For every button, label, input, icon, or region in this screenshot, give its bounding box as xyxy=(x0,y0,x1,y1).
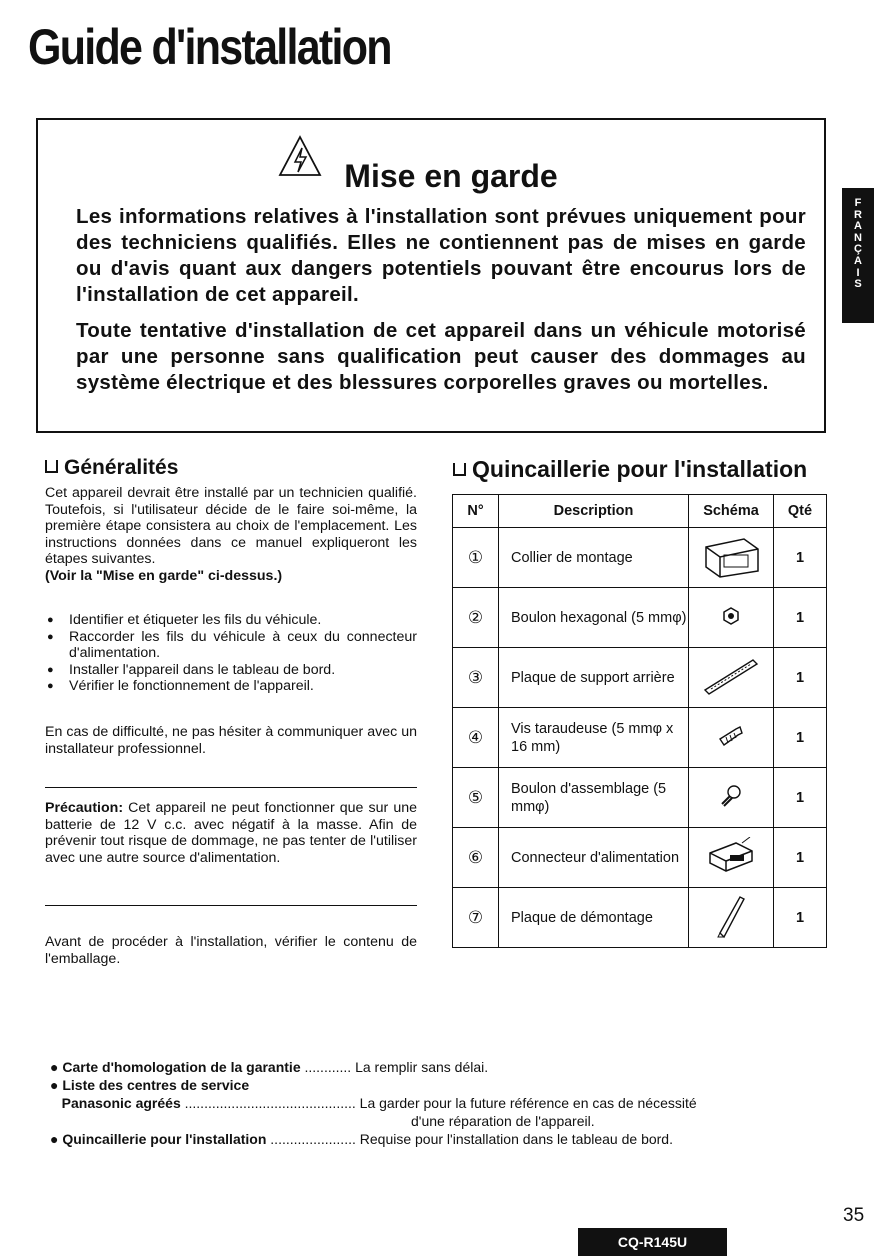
column-header: Description xyxy=(499,495,689,528)
leader-dots: ............ xyxy=(300,1059,356,1075)
hex-bolt-icon xyxy=(689,588,774,648)
item-value: La remplir sans délai. xyxy=(355,1059,489,1075)
item-description: Boulon d'assemblage (5 mmφ) xyxy=(499,768,689,828)
item-number: ① xyxy=(453,528,499,588)
item-description: Boulon hexagonal (5 mmφ) xyxy=(499,588,689,648)
before-text: Avant de procéder à l'installation, vérifier le contenu de l'emballage. xyxy=(45,934,417,967)
item-quantity: 1 xyxy=(774,588,827,648)
list-item: ● Raccorder les fils du véhicule à ceux du connecteur d'alimentation. xyxy=(45,629,417,662)
table-row xyxy=(453,708,827,768)
list-item: ● Installer l'appareil dans le tableau de bord. xyxy=(45,662,417,679)
item-description: Connecteur d'alimentation xyxy=(499,828,689,888)
item-number: ③ xyxy=(453,648,499,708)
caution-body: Cet appareil ne peut fonctionner que sur une batterie de 12 V c.c. avec négatif à la masse. Afin de prévenir tout risque de dommage, ne pas tenter de l'utiliser avec une autre source d'alimentation. xyxy=(45,800,417,866)
column-header: Schéma xyxy=(689,495,774,528)
warning-title: Mise en garde xyxy=(344,158,558,194)
power-connector-icon xyxy=(689,828,774,888)
checkbox-icon xyxy=(45,460,58,473)
general-intro xyxy=(45,485,417,584)
item-description: Plaque de support arrière xyxy=(499,648,689,708)
caution-label: Précaution: xyxy=(45,800,124,816)
item-quantity: 1 xyxy=(774,648,827,708)
rear-support-strap-icon xyxy=(689,648,774,708)
page-number: 35 xyxy=(843,1205,865,1226)
mounting-bolt-icon xyxy=(689,768,774,828)
table-row xyxy=(453,828,827,888)
general-heading xyxy=(45,456,178,480)
item-label: Quincaillerie pour l'installation xyxy=(62,1131,267,1147)
tab-letter: R xyxy=(854,208,862,221)
item-quantity: 1 xyxy=(774,768,827,828)
item-value: Requise pour l'installation dans le tableau de bord. xyxy=(359,1131,673,1147)
list-item: ● Carte d'homologation de la garantie ............ La remplir sans délai. xyxy=(50,1059,489,1075)
removal-plate-icon xyxy=(689,888,774,948)
tapping-screw-icon xyxy=(689,708,774,768)
language-tab xyxy=(842,188,874,323)
tab-letter: A xyxy=(854,220,862,233)
tab-letter: Ç xyxy=(854,243,862,256)
table-row xyxy=(453,888,827,948)
item-number: ⑦ xyxy=(453,888,499,948)
item-description: Vis taraudeuse (5 mmφ x 16 mm) xyxy=(499,708,689,768)
item-quantity: 1 xyxy=(774,828,827,888)
column-header: Qté xyxy=(774,495,827,528)
item-label: Liste des centres de service xyxy=(62,1077,250,1093)
leader-dots: ............................................ xyxy=(180,1095,360,1111)
item-quantity: 1 xyxy=(774,888,827,948)
item-number: ④ xyxy=(453,708,499,768)
table-row xyxy=(453,648,827,708)
page-title: Guide d'installation xyxy=(28,19,391,75)
checkbox-icon xyxy=(453,463,466,476)
tab-letter: A xyxy=(854,254,862,267)
general-heading-text: Généralités xyxy=(64,456,179,479)
item-number: ⑤ xyxy=(453,768,499,828)
column-header: N° xyxy=(453,495,499,528)
item-quantity: 1 xyxy=(774,708,827,768)
intro-text: Cet appareil devrait être installé par un technicien qualifié. Toutefois, si l'utilisateur décide de le faire soi-même, la première étape consistera au choix de l'emplacement. Les instructions données dans ce manuel expliqueront les étapes suivantes. xyxy=(45,485,417,567)
item-number: ② xyxy=(453,588,499,648)
list-item: ● Vérifier le fonctionnement de l'appareil. xyxy=(45,678,417,695)
hardware-heading-text: Quincaillerie pour l'installation xyxy=(472,456,808,482)
tab-letter: S xyxy=(854,278,862,291)
mounting-collar-icon xyxy=(689,528,774,588)
leader-dots: ...................... xyxy=(266,1131,360,1147)
warning-paragraph-2: Toute tentative d'installation de cet appareil dans un véhicule motorisé par une personne sans qualification peut causer des dommages au système électrique et des blessures corporelles graves ou mortelles. xyxy=(76,319,806,394)
item-description: Collier de montage xyxy=(499,528,689,588)
item-number: ⑥ xyxy=(453,828,499,888)
help-text: En cas de difficulté, ne pas hésiter à communiquer avec un installateur professionnel. xyxy=(45,724,417,757)
package-contents-list xyxy=(50,1058,830,1148)
model-label: CQ-R145U xyxy=(578,1228,727,1256)
divider xyxy=(45,787,417,788)
list-item: ● Identifier et étiqueter les fils du véhicule. xyxy=(45,612,417,629)
hardware-table xyxy=(452,494,827,948)
caution-text xyxy=(45,800,417,866)
item-quantity: 1 xyxy=(774,528,827,588)
tab-letter: F xyxy=(854,197,862,209)
tab-letter: I xyxy=(856,266,860,279)
divider xyxy=(45,905,417,906)
table-row xyxy=(453,768,827,828)
warning-paragraph-1: Les informations relatives à l'installation sont prévues uniquement pour des techniciens qualifiés. Elles ne contiennent pas de mises en garde ou d'avis quant aux dangers potentiels pouvant être encourus lors de l'installation de cet appareil. xyxy=(76,205,806,306)
list-item: ● Quincaillerie pour l'installation ...................... Requise pour l'installation dans le tableau de bord. xyxy=(50,1131,673,1147)
warning-box xyxy=(36,118,826,433)
item-value: d'une réparation de l'appareil. xyxy=(411,1113,595,1129)
item-label: Carte d'homologation de la garantie xyxy=(62,1059,301,1075)
intro-bold-text: (Voir la "Mise en garde" ci-dessus.) xyxy=(45,567,283,584)
item-value: La garder pour la future référence en cas de nécessité xyxy=(359,1095,697,1111)
list-item: ● Liste des centres de service Panasonic agréés ............................................ La garder pour la future référence en cas de nécessité d'une réparation de l'appareil. xyxy=(50,1077,697,1129)
steps-list xyxy=(45,612,417,695)
item-label: Panasonic agréés xyxy=(61,1095,181,1111)
table-row xyxy=(453,588,827,648)
table-row xyxy=(453,528,827,588)
item-description: Plaque de démontage xyxy=(499,888,689,948)
tab-letter: N xyxy=(854,231,862,244)
hardware-heading xyxy=(453,456,807,483)
